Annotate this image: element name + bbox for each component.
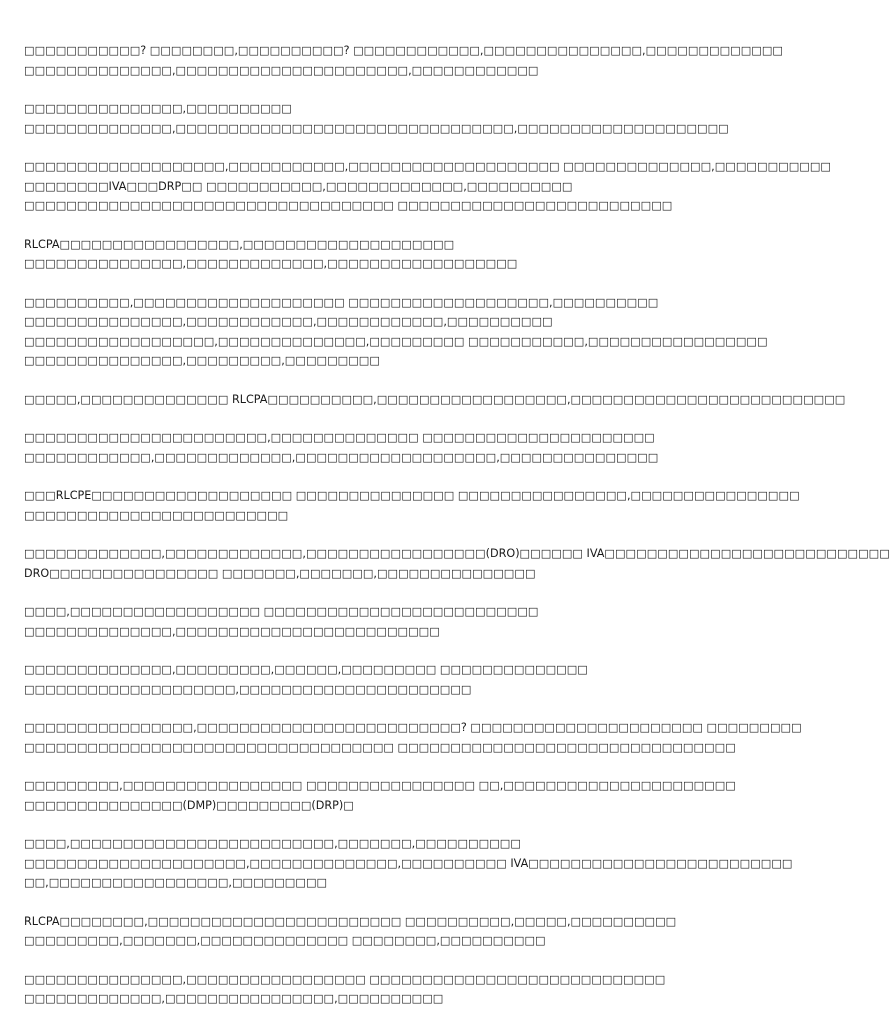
text-line: □□□□□□□□□□□□□□□□□□□□□□□□□□□□□□□□□□□ □□□□□□□□□□□□□□□□□□□□□□□□□□ [24,199,673,212]
text-line: □□□□□□□□□□□□□□□,□□□□□□□□□□□□□,□□□□□□□□□□□□□□□□□□ [24,257,518,270]
text-line: □□□□□□□□□□□□,□□□□□□□□□□□□□,□□□□□□□□□□□□□□□□□□□,□□□□□□□□□□□□□□□ [24,450,659,464]
text-line: RLCPA□□□□□□□□,□□□□□□□□□□□□□□□□□□□□□□□□ □□□□□□□□□□,□□□□□,□□□□□□□□□□ [24,914,677,928]
text-line: □□□□□□□□□□□□□□□□,□□□□□□□□□□□□□□□□□□□□□□□□□? □□□□□□□□□□□□□□□□□□□□□□ □□□□□□□□□ [24,721,802,734]
text-line: □□□□□□□□□□□□□□□,□□□□□□□□□□ [24,102,292,115]
text-line: □□□□□□□□□□□□□□,□□□□□□□□□□□□□□□□□□□□□□,□□□□□□□□□□□□ [24,63,539,77]
text-line: □□□□□□□□□□□□□□□(DMP)□□□□□□□□□(DRP)□ [24,798,354,812]
paragraph [24,544,890,583]
paragraph [24,41,784,80]
text-line: □□□□□□□□□□□□□□□□□□□□□□□,□□□□□□□□□□□□□□ □□□□□□□□□□□□□□□□□□□□□□ [24,431,655,444]
text-line: DRO□□□□□□□□□□□□□□□□ □□□□□□□,□□□□□□□,□□□□□□□□□□□□□□□ [24,566,536,580]
text-line: □□□□□□□□IVA□□□DRP□□ □□□□□□□□□□□,□□□□□□□□□□□□□,□□□□□□□□□□ [24,179,573,193]
text-line: □□□□,□□□□□□□□□□□□□□□□□□□□□□□□□,□□□□□□□,□□□□□□□□□□ [24,837,521,850]
text-line: □□□□□□□□□□□□□□□□□□,□□□□□□□□□□□□□□,□□□□□□□□□ □□□□□□□□□□□,□□□□□□□□□□□□□□□□□ [24,334,768,348]
text-line: RLCPA□□□□□□□□□□□□□□□□□,□□□□□□□□□□□□□□□□□□□□ [24,237,455,251]
paragraph [24,718,802,757]
paragraph [24,776,736,815]
text-line: □□□□□□□□□□□□□□□,□□□□□□□□□□□□,□□□□□□□□□□□□,□□□□□□□□□□ [24,315,553,328]
text-line: □□□□□□□□□□,□□□□□□□□□□□□□□□□□□□□ □□□□□□□□□□□□□□□□□□□,□□□□□□□□□□ [24,295,659,309]
paragraph [24,660,700,699]
text-line: □□□□□□□□□□□□□□□,□□□□□□□□□,□□□□□□□□□ [24,354,380,367]
paragraph [24,602,700,641]
text-line: □□□□□□□□□□□□□,□□□□□□□□□□□□□□□□,□□□□□□□□□□ [24,992,444,1005]
paragraph [24,834,793,893]
text-line: □□□□□□□□□□□□□□,□□□□□□□□□□□□□□□□□□□□□□□□□ [24,624,440,638]
paragraph [24,428,700,467]
text-line: □□□RLCPE□□□□□□□□□□□□□□□□□□□ □□□□□□□□□□□□□□□ □□□□□□□□□□□□□□□□,□□□□□□□□□□□□□□□□ [24,489,800,502]
paragraph [24,157,831,216]
paragraph [24,235,700,274]
text-line: □□□□□□□□□□□? □□□□□□□□,□□□□□□□□□□? □□□□□□□□□□□□,□□□□□□□□□□□□□□□,□□□□□□□□□□□□□ [24,44,784,57]
text-line: □□□□□□□□□□□□□□□□□□□□,□□□□□□□□□□□□□□□□□□□□□□ [24,682,472,696]
text-line: □□□□□,□□□□□□□□□□□□□□ RLCPA□□□□□□□□□□,□□□□□□□□□□□□□□□□□□,□□□□□□□□□□□□□□□□□□□□□□□□□□ [24,392,846,406]
text-line: □□,□□□□□□□□□□□□□□□□□,□□□□□□□□□ [24,876,328,889]
paragraph [24,970,700,1009]
paragraph [24,293,768,371]
text-line: □□□□□□□□□□□□□□□□□□□□□□□□□□□□□□□□□□□ □□□□□□□□□□□□□□□□□□□□□□□□□□□□□□□□ [24,740,736,754]
paragraph [24,390,846,410]
text-line: □□□□□□□□□□□□□□□□□□□□□,□□□□□□□□□□□□□□,□□□□□□□□□□ IVA□□□□□□□□□□□□□□□□□□□□□□□□□ [24,856,793,870]
text-line: □□□□,□□□□□□□□□□□□□□□□□□ □□□□□□□□□□□□□□□□□□□□□□□□□□ [24,605,539,618]
paragraph [24,912,700,951]
text-line: □□□□□□□□□,□□□□□□□,□□□□□□□□□□□□□□ □□□□□□□□,□□□□□□□□□□ [24,934,546,947]
text-line: □□□□□□□□□□□□□□,□□□□□□□□□,□□□□□□,□□□□□□□□□ □□□□□□□□□□□□□□ [24,663,588,676]
text-line: □□□□□□□□□□□□□□,□□□□□□□□□□□□□□□□□□□□□□□□□□□□□□□□,□□□□□□□□□□□□□□□□□□□□ [24,121,729,135]
paragraph [24,486,800,525]
paragraph [24,99,729,138]
text-line: □□□□□□□□□□□□□□□□□□□□□□□□□ [24,508,289,522]
text-line: □□□□□□□□□□□□□□□,□□□□□□□□□□□□□□□□□ □□□□□□□□□□□□□□□□□□□□□□□□□□□□ [24,972,666,986]
text-line: □□□□□□□□□□□□□□□□□□□,□□□□□□□□□□□,□□□□□□□□□□□□□□□□□□□□ □□□□□□□□□□□□□□,□□□□□□□□□□□ [24,160,831,173]
text-line: □□□□□□□□□,□□□□□□□□□□□□□□□□□ □□□□□□□□□□□□□□□□ □□,□□□□□□□□□□□□□□□□□□□□□□ [24,779,736,792]
text-line: □□□□□□□□□□□□□,□□□□□□□□□□□□□,□□□□□□□□□□□□□□□□□(DRO)□□□□□□ IVA□□□□□□□□□□□□□□□□□□□□□□□□□□□ [24,547,890,560]
